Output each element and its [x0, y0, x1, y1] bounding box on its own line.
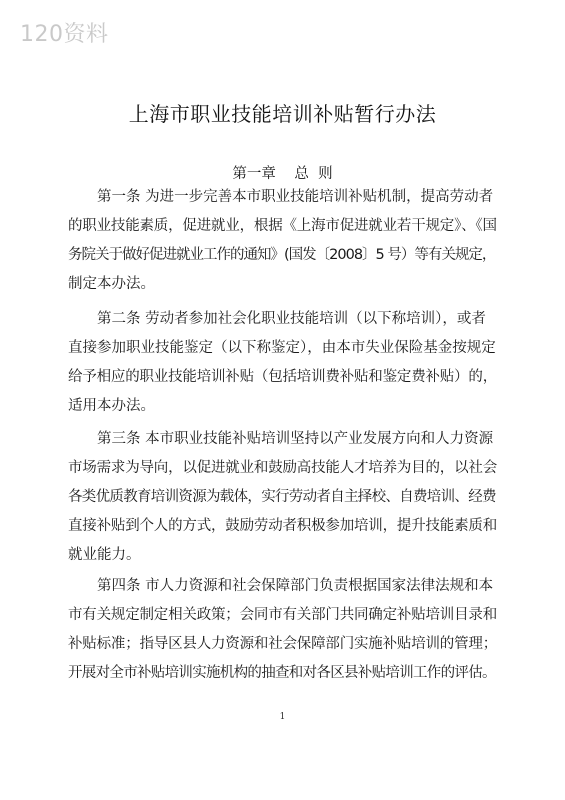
text-line: 第一条 为进一步完善本市职业技能培训补贴机制，提高劳动者: [97, 189, 494, 205]
text-line: 适用本办法。: [68, 398, 155, 414]
text-line: 制定本办法。: [68, 276, 155, 292]
text-line: 就业能力。: [68, 547, 141, 563]
text-line: 直接参加职业技能鉴定（以下称鉴定），由本市失业保险基金按规定: [68, 340, 496, 356]
text-line: 第三条 本市职业技能补贴培训坚持以产业发展方向和人力资源: [97, 431, 494, 447]
text-line: 直接补贴到个人的方式，鼓励劳动者积极参加培训，提升技能素质和: [68, 518, 497, 534]
text-line: 补贴标准；指导区县人力资源和社会保障部门实施补贴培训的管理；: [68, 636, 497, 652]
text-line: 开展对全市补贴培训实施机构的抽查和对各区县补贴培训工作的评估。: [68, 665, 496, 681]
text-line: 市有关规定制定相关政策；会同市有关部门共同确定补贴培训目录和: [68, 607, 497, 623]
text-line: 的职业技能素质，促进就业，根据《上海市促进就业若干规定》、《国: [68, 218, 497, 234]
text-line: 市场需求为导向，以促进就业和鼓励高技能人才培养为目的，以社会: [68, 460, 497, 476]
chapter-heading: 第一章 总 则: [232, 166, 333, 182]
text-line: 给予相应的职业技能培训补贴（包括培训费补贴和鉴定费补贴）的，: [68, 369, 497, 385]
text-line: 第四条 市人力资源和社会保障部门负责根据国家法律法规和本: [97, 578, 494, 594]
watermark: 120资料: [20, 22, 109, 47]
text-line: 第二条 劳动者参加社会化职业技能培训（以下称培训），或者: [97, 311, 486, 327]
text-line: 务院关于做好促进就业工作的通知》(国发〔2008〕5 号）等有关规定，: [68, 247, 496, 263]
document-title: 上海市职业技能培训补贴暂行办法: [128, 102, 437, 126]
text-line: 各类优质教育培训资源为载体，实行劳动者自主择校、自费培训、经费: [68, 489, 496, 505]
page-number: 1: [279, 712, 286, 722]
